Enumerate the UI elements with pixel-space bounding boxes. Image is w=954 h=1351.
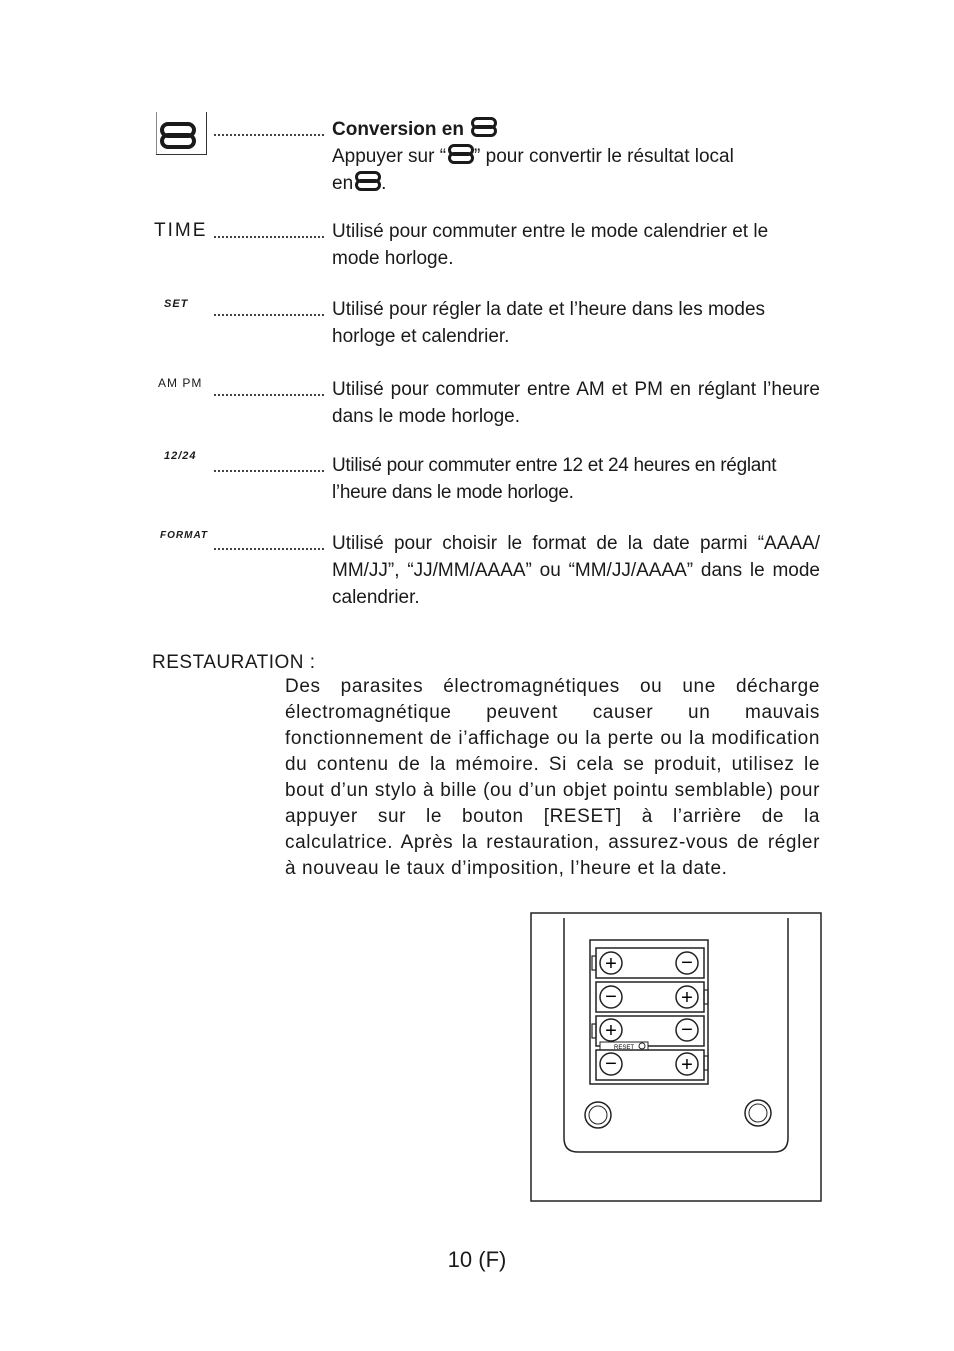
conversion-text: [332, 143, 820, 197]
minus-icon: [676, 952, 698, 974]
minus-icon: [676, 1019, 698, 1041]
conversion-text-part: ” pour convertir le résultat local: [474, 146, 734, 167]
battery-tab: [704, 990, 708, 1004]
conversion-text-part: Appuyer sur “: [332, 146, 447, 167]
time-key-label: TIME: [154, 220, 208, 241]
plus-icon: [676, 986, 698, 1009]
battery-compartment-figure: [530, 912, 822, 1202]
dotted-leader: [214, 376, 324, 396]
battery-tab: [592, 1024, 596, 1038]
svg-text:−: −: [681, 952, 693, 974]
svg-text:+: +: [605, 953, 617, 975]
eight-symbol-icon: [471, 120, 495, 136]
compartment-outline: [564, 918, 788, 1152]
reset-switch-label: RESET: [613, 1045, 635, 1051]
battery-tab: [704, 1056, 708, 1070]
restauration-paragraph: Des parasites électromagnétiques ou une décharge électromagnétique peuvent causer un mauvais fonctionnement de i’affichage ou la perte ou la modification du contenu de la mémoire. Si cela se produit, utilisez le bout d’un stylo à bille (ou d’un objet pointu semblable) pour appuyer sur le bouton [RESET] à l’arrière de la calculatrice. Après la restauration, assurez-vous de régler à nouveau le taux d’imposition, l’heure et la date.: [285, 676, 820, 879]
battery-tab: [592, 956, 596, 970]
page-number: 10 (F): [447, 1247, 507, 1272]
plus-icon: [600, 1019, 622, 1042]
dotted-leader: [214, 530, 324, 550]
screw-icon: [745, 1100, 771, 1126]
minus-icon: [600, 986, 622, 1008]
eight-symbol-icon: [160, 122, 194, 150]
set-description: Utilisé pour régler la date et l’heure dans les modes horloge et calendrier.: [332, 299, 766, 347]
plus-icon: [600, 952, 622, 975]
dotted-leader: [214, 218, 324, 238]
screw-icon: [585, 1102, 611, 1128]
eight-symbol-icon: [355, 174, 379, 190]
plus-icon: [676, 1053, 698, 1076]
svg-text:−: −: [681, 1019, 693, 1041]
ampm-key-label: AM PM: [158, 376, 203, 390]
conversion-text-part: en: [332, 173, 354, 194]
dotted-leader: [214, 116, 324, 136]
format-description: Utilisé pour choisir le format de la date parmi “AAAA/ MM/JJ”, “JJ/MM/AAAA” ou “MM/JJ/AAAA” dans le mode calendrier.: [332, 533, 820, 608]
key-description: [332, 116, 820, 197]
dotted-leader: [214, 296, 324, 316]
conversion-title: Conversion en: [332, 119, 464, 140]
restauration-heading: RESTAURATION :: [152, 652, 316, 673]
svg-text:+: +: [605, 1020, 617, 1042]
svg-text:+: +: [681, 987, 693, 1009]
conversion-text-part: .: [381, 173, 387, 194]
svg-text:−: −: [605, 986, 617, 1008]
minus-icon: [600, 1053, 622, 1075]
svg-text:+: +: [681, 1054, 693, 1076]
ampm-description: Utilisé pour commuter entre AM et PM en réglant l’heure dans le mode horloge.: [332, 379, 820, 427]
dotted-leader: [214, 452, 324, 472]
time-description: Utilisé pour commuter entre le mode calendrier et le mode horloge.: [332, 221, 769, 269]
set-key-label: SET: [164, 298, 189, 310]
key-title: [332, 116, 820, 143]
format-key-label: FORMAT: [160, 530, 209, 541]
svg-text:−: −: [605, 1053, 617, 1075]
12-24-description: Utilisé pour commuter entre 12 et 24 heures en réglant l’heure dans le mode horloge.: [332, 455, 777, 503]
12-24-key-label: 12/24: [164, 450, 197, 462]
eight-symbol-icon: [448, 147, 472, 163]
figure-frame: [531, 913, 821, 1201]
